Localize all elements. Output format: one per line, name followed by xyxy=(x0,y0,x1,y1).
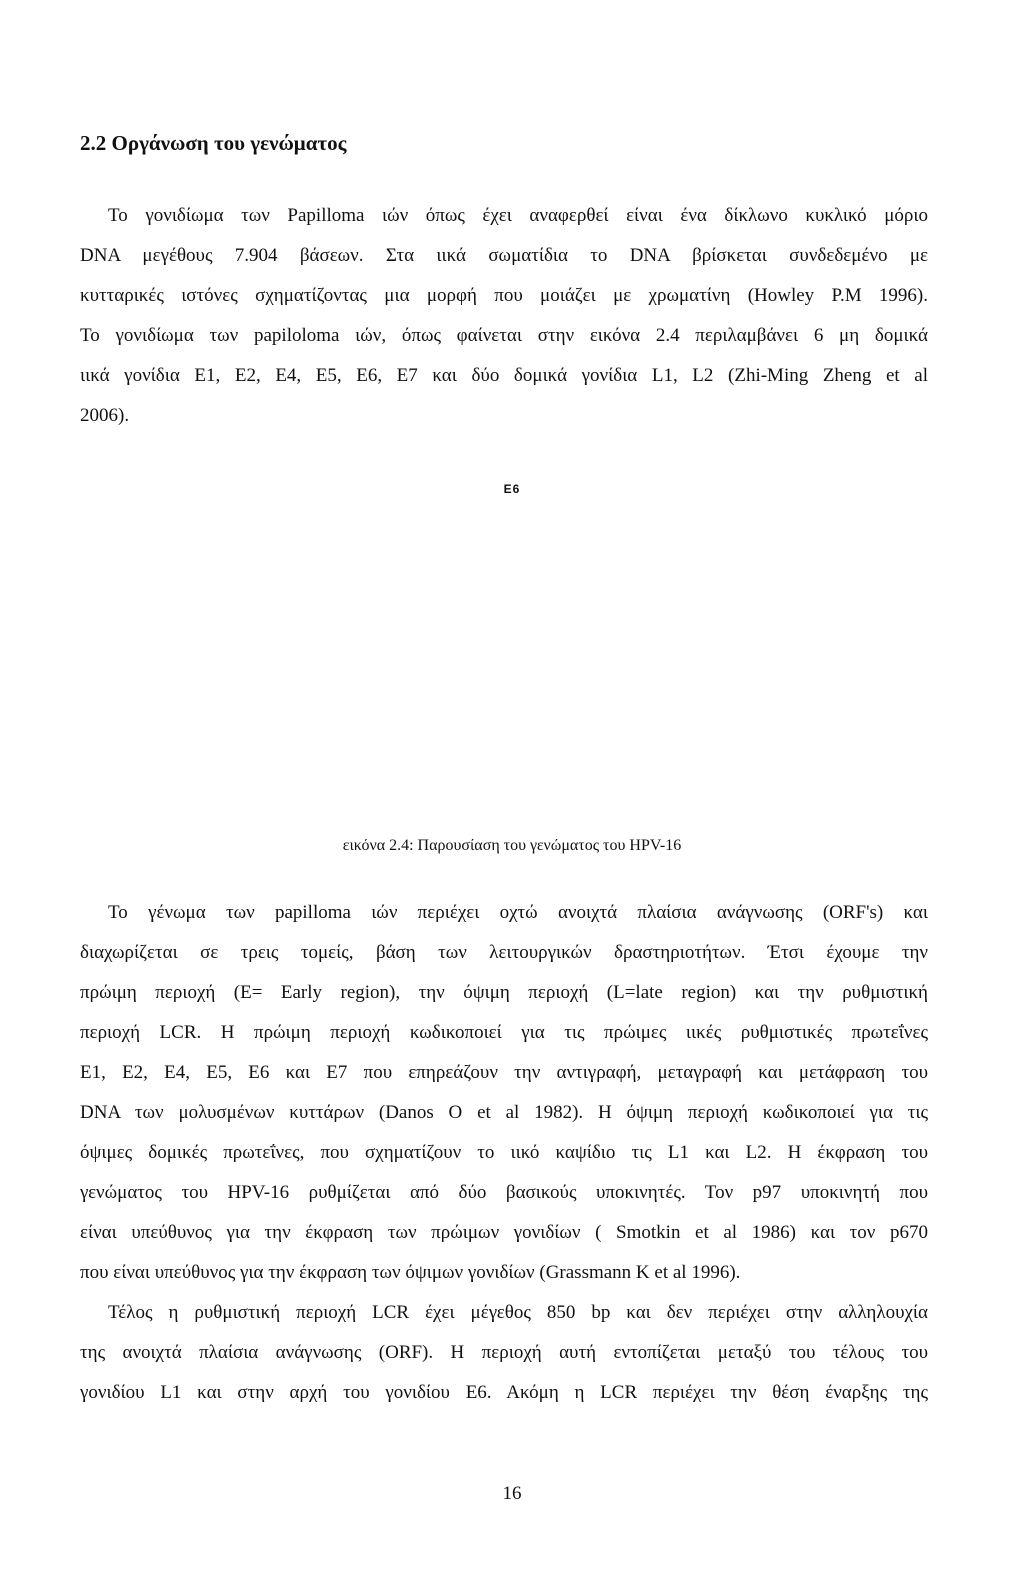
paragraph-line: Το γένωμα των papilloma ιών περιέχει οχτώ ανοιχτά πλαίσια ανάγνωσης (ORF's) και xyxy=(108,902,928,923)
figure-caption: εικόνα 2.4: Παρουσίαση του γενώματος του HPV-16 xyxy=(342,837,682,854)
paragraph-line: γονιδίου L1 και στην αρχή του γονιδίου Ε6. Ακόμη η LCR περιέχει την θέση έναρξης της xyxy=(80,1382,928,1403)
paragraph-line: Το γονιδίωμα των papiloloma ιών, όπως φαίνεται στην εικόνα 2.4 περιλαμβάνει 6 μη δομικά xyxy=(80,325,928,346)
paragraph-line: όψιμες δομικές πρωτεΐνες, που σχηματίζουν το ιικό καψίδιο τις L1 και L2. Η έκφραση του xyxy=(80,1142,928,1163)
paragraph-line: Το γονιδίωμα των Papilloma ιών όπως έχει αναφερθεί είναι ένα δίκλωνο κυκλικό μόριο xyxy=(108,205,928,226)
paragraph-line: DNA μεγέθους 7.904 βάσεων. Στα ιικά σωματίδια το DNA βρίσκεται συνδεδεμένο με xyxy=(80,245,928,266)
paragraph-genome-regions xyxy=(80,893,928,1413)
paragraph-line: της ανοιχτά πλαίσια ανάγνωσης (ORF). Η περιοχή αυτή εντοπίζεται μεταξύ του τέλους του xyxy=(80,1342,928,1363)
paragraph-line: 2006). xyxy=(80,405,130,426)
paragraph-line: διαχωρίζεται σε τρεις τομείς, βάση των λειτουργικών δραστηριοτήτων. Έτσι έχουμε την xyxy=(80,942,928,963)
paragraph-line: Τέλος η ρυθμιστική περιοχή LCR έχει μέγεθος 850 bp και δεν περιέχει στην αλληλουχία xyxy=(108,1302,928,1323)
page-number: 16 xyxy=(502,1483,522,1504)
paragraph-line: γενώματος του HPV-16 ρυθμίζεται από δύο βασικούς υποκινητές. Τον p97 υποκινητή που xyxy=(80,1182,928,1203)
section-heading: 2.2 Οργάνωση του γενώματος xyxy=(80,131,347,155)
paragraph-line: Ε1, Ε2, Ε4, Ε5, Ε6 και Ε7 που επηρεάζουν την αντιγραφή, μεταγραφή και μετάφραση του xyxy=(80,1062,928,1083)
paragraph-line: περιοχή LCR. Η πρώιμη περιοχή κωδικοποιεί για τις πρώιμες ιικές ρυθμιστικές πρωτεΐνες xyxy=(80,1022,928,1043)
paragraph-genome-intro xyxy=(80,196,928,436)
paragraph-line: DNA των μολυσμένων κυττάρων (Danos O et al 1982). Η όψιμη περιοχή κωδικοποιεί για τις xyxy=(80,1102,928,1123)
paragraph-line: κυτταρικές ιστόνες σχηματίζοντας μια μορφή που μοιάζει με χρωματίνη (Howley P.M 1996). xyxy=(80,285,928,306)
paragraph-line: που είναι υπεύθυνος για την έκφραση των όψιμων γονιδίων (Grassmann K et al 1996). xyxy=(80,1262,741,1283)
figure-label-e6: E6 xyxy=(503,482,521,496)
paragraph-line: είναι υπεύθυνος για την έκφραση των πρώιμων γονιδίων ( Smotkin et al 1986) και τον p670 xyxy=(80,1222,928,1243)
paragraph-line: πρώιμη περιοχή (E= Early region), την όψιμη περιοχή (L=late region) και την ρυθμιστική xyxy=(80,982,928,1003)
figure-hpv16-genome xyxy=(80,440,944,830)
paragraph-line: ιικά γονίδια Ε1, Ε2, Ε4, Ε5, Ε6, Ε7 και δύο δομικά γονίδια L1, L2 (Zhi-Ming Zheng et al xyxy=(80,365,928,386)
